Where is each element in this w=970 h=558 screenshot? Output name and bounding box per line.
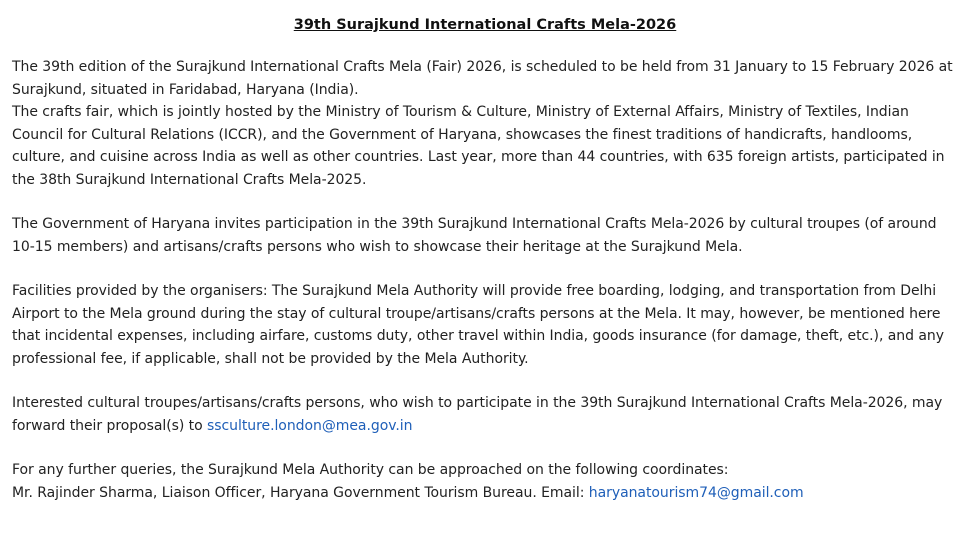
contact-email-link[interactable]: haryanatourism74@gmail.com [588,484,804,501]
paragraph-contact [12,482,958,505]
proposal-email-link[interactable]: ssculture.london@mea.gov.in [207,417,413,434]
paragraph-proposal [12,392,958,437]
paragraph-facilities: Facilities provided by the organisers: The Surajkund Mela Authority will provide free boarding, lodging, and transportation from Delhi Airport to the Mela ground during the stay of cultural troupe/artisans/crafts persons at the Mela. It may, however, be mentioned here that incidental expenses, including airfare, customs duty, other travel within India, goods insurance (for damage, theft, etc.), and any professional fee, if applicable, shall not be provided by the Mela Authority. [12,283,944,367]
contact-text: Mr. Rajinder Sharma, Liaison Officer, Haryana Government Tourism Bureau. Email: [12,484,589,501]
spacer [12,258,958,280]
paragraph-queries: For any further queries, the Surajkund Mela Authority can be approached on the following coordinates: [12,462,729,478]
spacer [12,370,958,392]
proposal-text: Interested cultural troupes/artisans/crafts persons, who wish to participate in the 39th Surajkund International Crafts Mela-2026, may forward their proposal(s) to [12,395,943,434]
paragraph-hosts: The crafts fair, which is jointly hosted by the Ministry of Tourism & Culture, Ministry of External Affairs, Ministry of Textiles, Indian Council for Cultural Relations (ICCR), and the Government of Haryana, showcases the finest traditions of handicrafts, handlooms, culture, and cuisine across India as well as other countries. Last year, more than 44 countries, with 635 foreign artists, participated in the 38th Surajkund International Crafts Mela-2025. [12,104,945,188]
paragraph-edition: The 39th edition of the Surajkund International Crafts Mela (Fair) 2026, is scheduled to be held from 31 January to 15 February 2026 at Surajkund, situated in Faridabad, Haryana (India). [12,59,953,98]
spacer [12,191,958,213]
spacer [12,437,958,459]
paragraph-invitation: The Government of Haryana invites participation in the 39th Surajkund International Crafts Mela-2026 by cultural troupes (of around 10-15 members) and artisans/crafts persons who wish to showcase their heritage at the Surajkund Mela. [12,216,937,255]
page-title: 39th Surajkund International Crafts Mela-2026 [293,17,677,33]
